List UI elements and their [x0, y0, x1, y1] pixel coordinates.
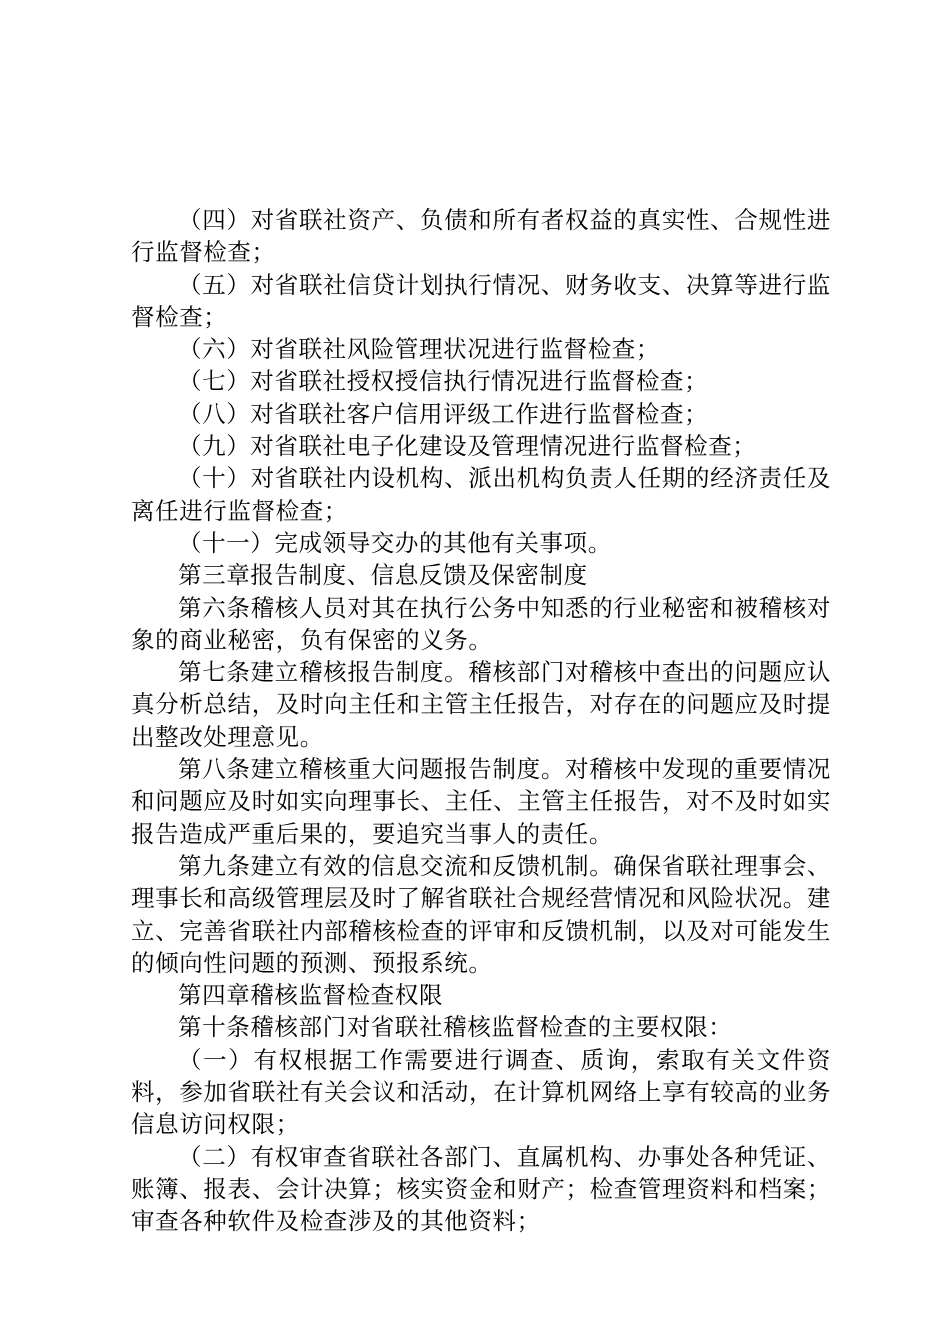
article-10-item-2: （二）有权审查省联社各部门、直属机构、办事处各种凭证、账簿、报表、会计决算；核实资金和财产；检查管理资料和档案；审查各种软件及检查涉及的其他资料； [131, 1142, 831, 1236]
paragraph-item-11: （十一）完成领导交办的其他有关事项。 [178, 528, 612, 557]
article-6: 第六条稽核人员对其在执行公务中知悉的行业秘密和被稽核对象的商业秘密，负有保密的义务。 [131, 593, 831, 654]
paragraph-item-10: （十）对省联社内设机构、派出机构负责人任期的经济责任及离任进行监督检查； [131, 464, 831, 525]
paragraph-item-6: （六）对省联社风险管理状况进行监督检查； [178, 335, 660, 364]
document-body [131, 204, 831, 1238]
chapter-4-heading: 第四章稽核监督检查权限 [178, 981, 444, 1010]
article-10: 第十条稽核部门对省联社稽核监督检查的主要权限： [178, 1013, 733, 1042]
paragraph-item-5: （五）对省联社信贷计划执行情况、财务收支、决算等进行监督检查； [131, 270, 831, 331]
article-8: 第八条建立稽核重大问题报告制度。对稽核中发现的重要情况和问题应及时如实向理事长、主任、主管主任报告，对不及时如实报告造成严重后果的，要追究当事人的责任。 [131, 755, 831, 848]
paragraph-item-7: （七）对省联社授权授信执行情况进行监督检查； [178, 367, 709, 396]
paragraph-item-8: （八）对省联社客户信用评级工作进行监督检查； [178, 399, 709, 428]
chapter-3-heading: 第三章报告制度、信息反馈及保密制度 [178, 561, 588, 590]
article-7: 第七条建立稽核报告制度。稽核部门对稽核中查出的问题应认真分析总结，及时向主任和主管主任报告，对存在的问题应及时提出整改处理意见。 [131, 658, 831, 751]
article-10-item-1: （一）有权根据工作需要进行调查、质询，索取有关文件资料，参加省联社有关会议和活动，在计算机网络上享有较高的业务信息访问权限； [131, 1045, 831, 1139]
paragraph-item-4: （四）对省联社资产、负债和所有者权益的真实性、合规性进行监督检查； [131, 206, 831, 267]
article-9: 第九条建立有效的信息交流和反馈机制。确保省联社理事会、理事长和高级管理层及时了解省联社合规经营情况和风险状况。建立、完善省联社内部稽核检查的评审和反馈机制，以及对可能发生的倾向性问题的预测、预报系统。 [131, 851, 831, 977]
paragraph-item-9: （九）对省联社电子化建设及管理情况进行监督检查； [178, 432, 757, 461]
